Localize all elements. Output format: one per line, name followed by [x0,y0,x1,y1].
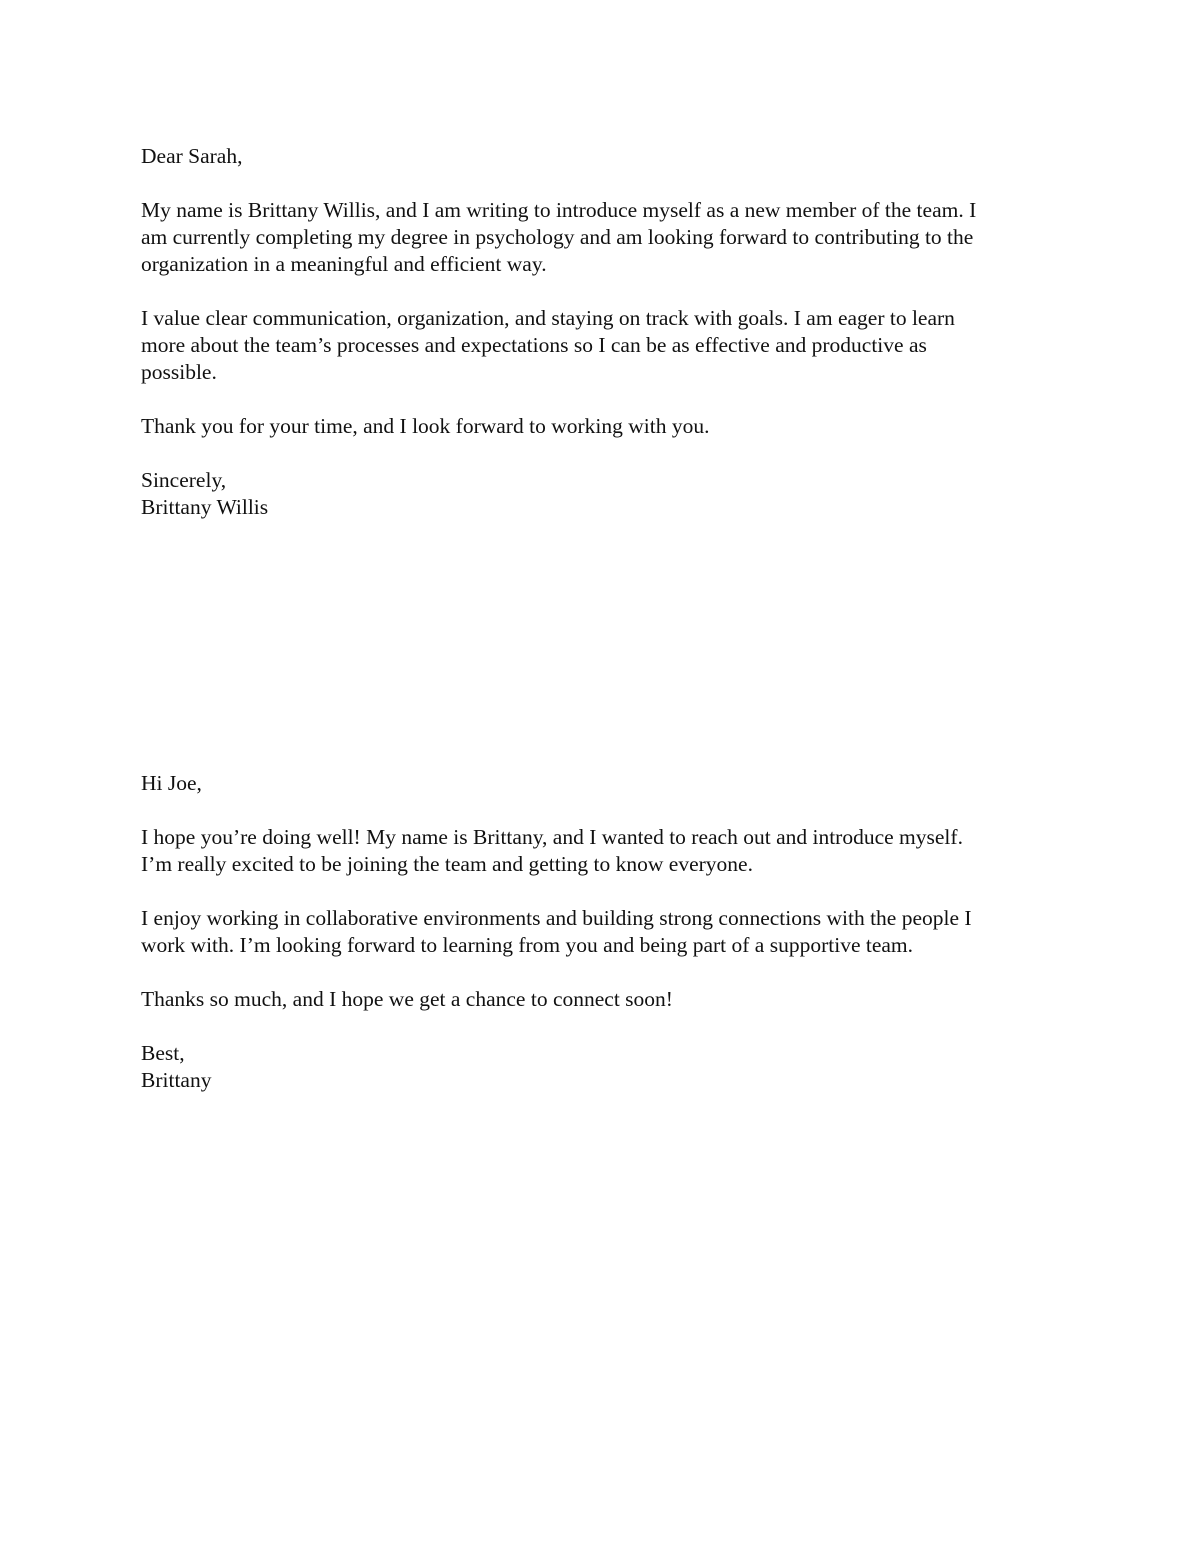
letter-paragraph [141,986,1101,1013]
letter-paragraph [141,824,1101,878]
text-line: I’m really excited to be joining the team and getting to know everyone. [141,852,753,876]
text-line: Thanks so much, and I hope we get a chance to connect soon! [141,987,673,1011]
letter-greeting: Hi Joe, [141,771,202,795]
text-line: My name is Brittany Willis, and I am writing to introduce myself as a new member of the team. I [141,198,977,222]
text-line: I hope you’re doing well! My name is Brittany, and I wanted to reach out and introduce myself. [141,825,963,849]
text-line: I enjoy working in collaborative environments and building strong connections with the people I [141,906,972,930]
letter-signoff [141,1040,1101,1094]
letter-signature: Brittany Willis [141,495,269,519]
letter-closing: Sincerely, [141,468,227,492]
text-line: I value clear communication, organization, and staying on track with goals. I am eager to learn [141,306,955,330]
letter-paragraph [141,305,1101,386]
text-line: am currently completing my degree in psychology and am looking forward to contributing to the [141,225,974,249]
text-line: organization in a meaningful and efficient way. [141,252,547,276]
letter-paragraph [141,197,1101,278]
letter-signoff [141,467,1101,521]
text-line: work with. I’m looking forward to learning from you and being part of a supportive team. [141,933,914,957]
letter-paragraph [141,905,1101,959]
text-line: Thank you for your time, and I look forward to working with you. [141,414,710,438]
text-line: possible. [141,360,217,384]
letter-to-joe [141,770,1101,1094]
letter-greeting: Dear Sarah, [141,144,243,168]
letter-closing: Best, [141,1041,185,1065]
letter-to-sarah [141,143,1101,521]
letter-paragraph [141,413,1101,440]
letter-signature: Brittany [141,1068,212,1092]
text-line: more about the team’s processes and expectations so I can be as effective and productive as [141,333,927,357]
